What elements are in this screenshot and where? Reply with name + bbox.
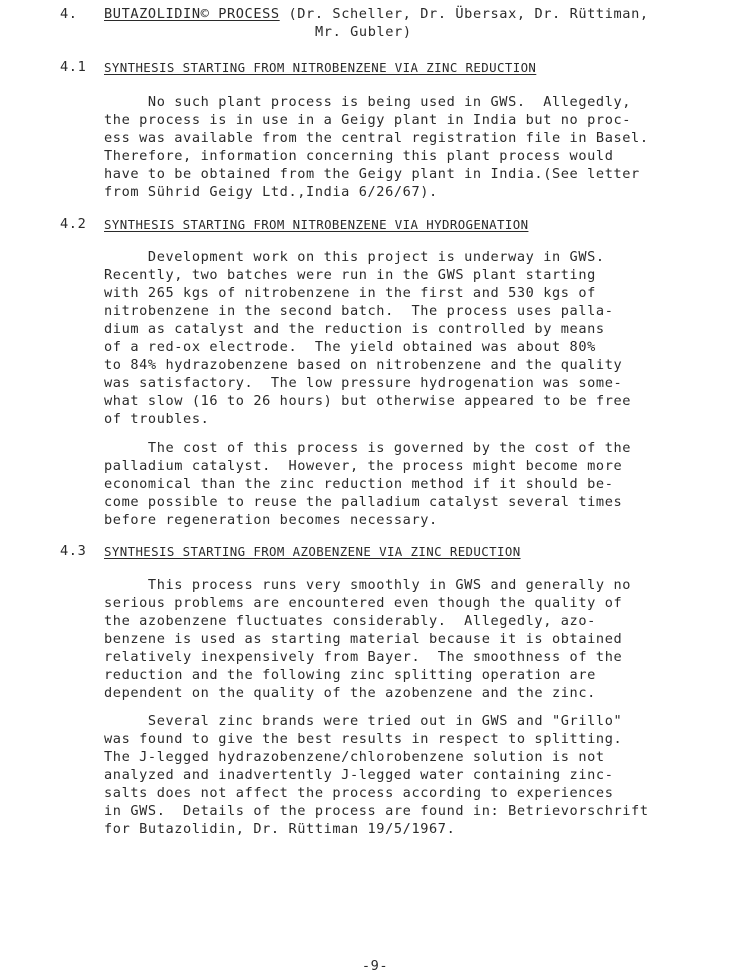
text-line: The cost of this process is governed by the cost of the: [104, 440, 632, 456]
subsection-number-4-2: 4.2: [60, 216, 87, 232]
text-line: serious problems are encountered even though the quality of: [104, 595, 623, 611]
section-title-line: [104, 6, 649, 22]
section-title: BUTAZOLIDIN© PROCESS: [104, 6, 280, 22]
text-line: from Sührid Geigy Ltd.,India 6/26/67).: [104, 184, 438, 200]
text-line: for Butazolidin, Dr. Rüttiman 19/5/1967.: [104, 821, 456, 837]
text-line: palladium catalyst. However, the process might become more: [104, 458, 623, 474]
section-number-4: 4.: [60, 6, 78, 22]
text-line: nitrobenzene in the second batch. The process uses palla-: [104, 303, 614, 319]
text-line: analyzed and inadvertently J-legged water containing zinc-: [104, 767, 614, 783]
subsection-heading-4-1: SYNTHESIS STARTING FROM NITROBENZENE VIA ZINC REDUCTION: [104, 60, 537, 75]
text-line: relatively inexpensively from Bayer. The smoothness of the: [104, 649, 623, 665]
text-line: come possible to reuse the palladium catalyst several times: [104, 494, 623, 510]
text-line: economical than the zinc reduction method if it should be-: [104, 476, 614, 492]
text-line: Therefore, information concerning this plant process would: [104, 148, 614, 164]
text-line: Several zinc brands were tried out in GWS and "Grillo": [104, 713, 623, 729]
text-line: ess was available from the central registration file in Basel.: [104, 130, 649, 146]
text-line: salts does not affect the process according to experiences: [104, 785, 614, 801]
text-line: to 84% hydrazobenzene based on nitrobenzene and the quality: [104, 357, 623, 373]
text-line: The J-legged hydrazobenzene/chlorobenzene solution is not: [104, 749, 605, 765]
text-line: what slow (16 to 26 hours) but otherwise appeared to be free: [104, 393, 632, 409]
text-line: reduction and the following zinc splitting operation are: [104, 667, 596, 683]
text-line: benzene is used as starting material because it is obtained: [104, 631, 623, 647]
paragraph-4-3-b: [104, 712, 724, 838]
text-line: was found to give the best results in respect to splitting.: [104, 731, 623, 747]
text-line: have to be obtained from the Geigy plant in India.(See letter: [104, 166, 640, 182]
paragraph-4-3-a: [104, 576, 724, 702]
text-line: was satisfactory. The low pressure hydrogenation was some-: [104, 375, 623, 391]
paragraph-4-2-b: [104, 439, 724, 529]
text-line: Recently, two batches were run in the GWS plant starting: [104, 267, 596, 283]
subsection-number-4-3: 4.3: [60, 543, 87, 559]
subsection-number-4-1: 4.1: [60, 59, 87, 75]
section-authors-continued: Mr. Gubler): [315, 24, 412, 40]
text-line: of troubles.: [104, 411, 210, 427]
text-line: in GWS. Details of the process are found in: Betrievorschrift: [104, 803, 649, 819]
text-line: before regeneration becomes necessary.: [104, 512, 438, 528]
page-number: -9-: [361, 958, 389, 974]
subsection-heading-4-3: SYNTHESIS STARTING FROM AZOBENZENE VIA ZINC REDUCTION: [104, 544, 521, 559]
text-line: of a red-ox electrode. The yield obtained was about 80%: [104, 339, 596, 355]
text-line: dependent on the quality of the azobenzene and the zinc.: [104, 685, 596, 701]
paragraph-4-2-a: [104, 248, 724, 428]
text-line: dium as catalyst and the reduction is controlled by means: [104, 321, 605, 337]
subsection-heading-4-2: SYNTHESIS STARTING FROM NITROBENZENE VIA HYDROGENATION: [104, 217, 529, 232]
text-line: the process is in use in a Geigy plant in India but no proc-: [104, 112, 632, 128]
text-line: Development work on this project is underway in GWS.: [104, 249, 605, 265]
text-line: the azobenzene fluctuates considerably. Allegedly, azo-: [104, 613, 596, 629]
text-line: with 265 kgs of nitrobenzene in the first and 530 kgs of: [104, 285, 596, 301]
section-authors: (Dr. Scheller, Dr. Übersax, Dr. Rüttiman,: [288, 6, 649, 22]
text-line: This process runs very smoothly in GWS and generally no: [104, 577, 632, 593]
paragraph-4-1: [104, 93, 724, 201]
text-line: No such plant process is being used in GWS. Allegedly,: [104, 94, 632, 110]
